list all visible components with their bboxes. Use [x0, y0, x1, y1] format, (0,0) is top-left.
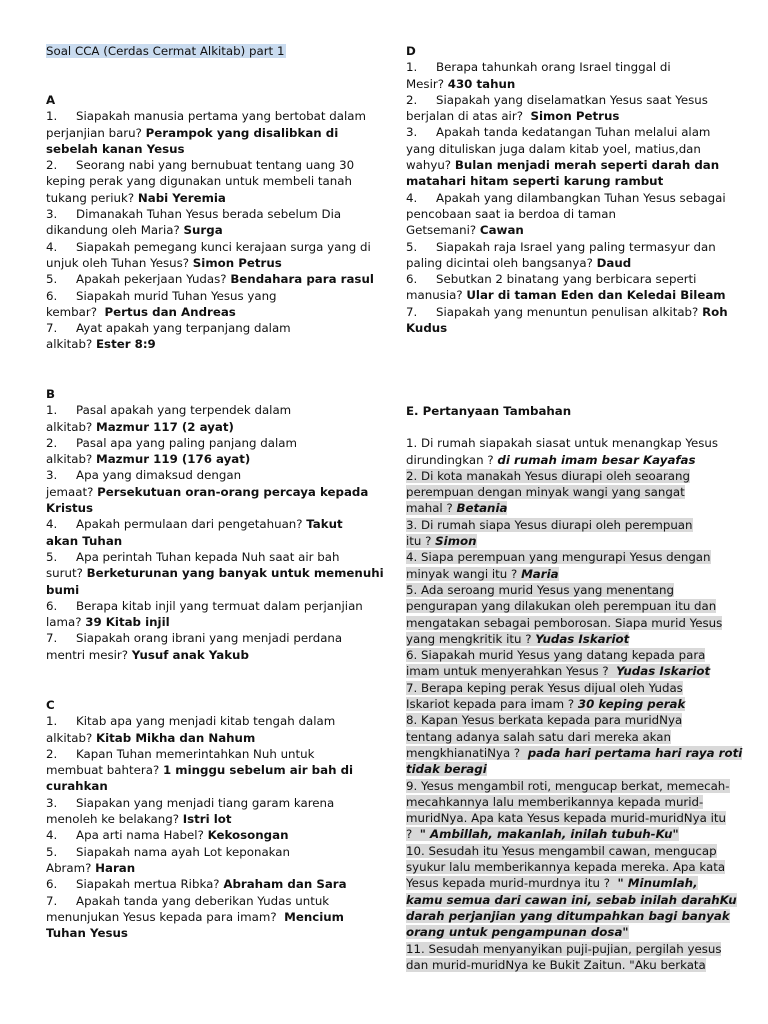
- qa-line: [46, 402, 364, 418]
- question-text: paling dicintai oleh bangsanya?: [406, 255, 597, 270]
- question-text: 7. Siapakah orang ibrani yang menjadi perdana: [46, 631, 343, 646]
- question-text: 1. Kitab apa yang menjadi kitab tengah dalam: [46, 714, 336, 729]
- question-text: 4. Apakah yang dilambangkan Tuhan Yesus sebagai: [406, 190, 726, 205]
- answer-text: Bendahara para rasul: [230, 272, 374, 287]
- qa-line: [46, 909, 364, 925]
- qa-line: [406, 549, 722, 565]
- qa-list: [46, 402, 384, 663]
- qa-line: [406, 892, 737, 908]
- answer-text: Berketurunan yang banyak untuk memenuhi: [86, 566, 384, 581]
- qa-line: [46, 598, 364, 614]
- question-text: dan murid-muridNya ke Bukit Zaitun. "Aku berkata: [406, 957, 706, 972]
- qa-line: [406, 255, 722, 271]
- answer-text: Betania: [456, 501, 508, 516]
- question-text: wahyu?: [406, 158, 455, 173]
- answer-text: di rumah imam besar Kayafas: [497, 452, 696, 467]
- question-text: jemaat?: [46, 484, 98, 499]
- qa-line: [46, 336, 364, 352]
- qa-line: [46, 827, 364, 843]
- question-text: Mesir?: [406, 76, 448, 91]
- qa-line: [406, 517, 722, 533]
- qa-line: [406, 76, 722, 92]
- qa-line: [46, 419, 364, 435]
- qa-line: [406, 598, 722, 614]
- qa-line: [46, 108, 364, 124]
- qa-line: [46, 713, 364, 729]
- question-text: itu ?: [406, 534, 436, 549]
- answer-text: Perampok yang disalibkan di: [145, 125, 339, 140]
- qa-line: [46, 222, 364, 238]
- answer-text: Kudus: [406, 321, 448, 336]
- question-text: 5. Siapakah nama ayah Lot keponakan: [46, 844, 291, 859]
- qa-line: [406, 843, 722, 859]
- question-text: 8. Kapan Yesus berkata kepada para muridNya: [406, 713, 683, 728]
- answer-text: " Minumlah,: [617, 876, 698, 891]
- qa-list: [46, 108, 374, 352]
- qa-line: [406, 794, 722, 810]
- answer-text: " Ambillah, makanlah, inilah tubuh-Ku": [419, 827, 679, 842]
- qa-line: [46, 304, 364, 320]
- qa-line: [406, 680, 722, 696]
- answer-text: Surga: [183, 223, 223, 238]
- question-text: mengkhianatiNya ?: [406, 745, 528, 760]
- question-text: 5. Siapakah raja Israel yang paling termasyur dan: [406, 239, 716, 254]
- question-text: 2. Di kota manakah Yesus diurapi oleh seoarang: [406, 468, 690, 483]
- question-text: mengatakan sebagai pemborosan. Siapa murid Yesus: [406, 615, 723, 630]
- question-text: 7. Siapakah yang menuntun penulisan alkitab?: [406, 304, 703, 319]
- qa-line: [406, 124, 722, 140]
- section-a: [46, 92, 374, 353]
- question-text: 4. Apakah permulaan dari pengetahuan?: [46, 517, 307, 532]
- answer-text: Abraham dan Sara: [223, 877, 347, 892]
- answer-text: Simon: [435, 534, 477, 549]
- qa-line: [406, 647, 722, 663]
- answer-text: Mencium: [284, 909, 344, 924]
- qa-line: [46, 614, 364, 630]
- qa-line: [406, 663, 722, 679]
- question-text: mahal ?: [406, 501, 457, 516]
- question-text: imam untuk menyerahkan Yesus ?: [406, 664, 617, 679]
- question-text: 3. Apa yang dimaksud dengan: [46, 468, 242, 483]
- qa-line: [46, 876, 364, 892]
- qa-line: [406, 810, 726, 826]
- answer-text: Mazmur 119 (176 ayat): [95, 452, 251, 467]
- question-text: keping perak yang digunakan untuk membeli tanah: [46, 174, 352, 189]
- qa-line: [46, 762, 364, 778]
- qa-line: [46, 925, 364, 941]
- qa-line: [46, 647, 364, 663]
- qa-line: [406, 320, 722, 336]
- answer-text: Istri lot: [182, 812, 232, 827]
- answer-text: Nabi Yeremia: [137, 190, 226, 205]
- question-text: alkitab?: [46, 337, 96, 352]
- qa-line: [406, 729, 722, 745]
- question-text: 1. Pasal apakah yang terpendek dalam: [46, 403, 292, 418]
- question-text: 10. Sesudah itu Yesus mengambil cawan, mengucap: [406, 843, 717, 858]
- answer-text: Daud: [596, 255, 632, 270]
- answer-text: 30 keping perak: [577, 697, 686, 712]
- question-text: 1. Berapa tahunkah orang Israel tinggal di: [406, 60, 671, 75]
- question-text: Abram?: [46, 860, 96, 875]
- question-text: lama?: [46, 615, 86, 630]
- question-text: 5. Apa perintah Tuhan kepada Nuh saat air bah: [46, 549, 340, 564]
- answer-text: Kristus: [46, 501, 94, 516]
- question-text: 1. Di rumah siapakah siasat untuk menangkap Yesus: [406, 436, 719, 451]
- qa-line: [46, 811, 364, 827]
- question-text: 9. Yesus mengambil roti, mengucap berkat, memecah-: [406, 778, 730, 793]
- answer-text: akan Tuhan: [46, 533, 123, 548]
- qa-line: [46, 795, 364, 811]
- qa-line: [406, 108, 722, 124]
- qa-line: [46, 190, 364, 206]
- qa-line: [46, 255, 364, 271]
- qa-line: [46, 565, 384, 581]
- question-text: pengurapan yang dilakukan oleh perempuan itu dan: [406, 599, 717, 614]
- question-text: 6. Siapakah murid Yesus yang datang kepada para: [406, 648, 706, 663]
- section-heading: B: [46, 387, 55, 401]
- answer-text: kamu semua dari cawan ini, sebab inilah darahKu: [406, 892, 737, 907]
- answer-text: pada hari pertama hari raya roti: [527, 745, 743, 760]
- answer-text: orang untuk pengampunan dosa": [406, 925, 629, 940]
- qa-line: [46, 206, 364, 222]
- question-text: surut?: [46, 566, 87, 581]
- qa-line: [406, 761, 722, 777]
- question-text: 11. Sesudah menyanyikan puji-pujian, pergilah yesus: [406, 941, 722, 956]
- question-text: unjuk oleh Tuhan Yesus?: [46, 255, 193, 270]
- question-text: alkitab?: [46, 419, 96, 434]
- answer-text: Tuhan Yesus: [46, 926, 128, 941]
- qa-line: [46, 288, 364, 304]
- qa-line: [406, 500, 722, 516]
- qa-line: [406, 712, 722, 728]
- answer-text: Simon Petrus: [530, 109, 620, 124]
- qa-line: [46, 730, 364, 746]
- question-text: 6. Berapa kitab injil yang termuat dalam perjanjian: [46, 598, 363, 613]
- answer-text: Ester 8:9: [95, 337, 156, 352]
- qa-line: [46, 125, 364, 141]
- section-e: [406, 403, 743, 973]
- qa-line: [406, 222, 722, 238]
- qa-line: [46, 533, 364, 549]
- qa-list: [406, 59, 728, 336]
- qa-line: [46, 893, 364, 909]
- section-d: [406, 43, 728, 336]
- qa-line: [46, 778, 364, 794]
- qa-line: [406, 452, 722, 468]
- qa-line: [406, 533, 722, 549]
- answer-text: Yusuf anak Yakub: [131, 647, 249, 662]
- qa-line: [46, 500, 364, 516]
- qa-line: [406, 239, 722, 255]
- qa-line: [406, 957, 722, 973]
- qa-list: [406, 435, 743, 973]
- qa-line: [406, 566, 722, 582]
- question-text: 4. Siapa perempuan yang mengurapi Yesus dengan: [406, 550, 711, 565]
- question-text: 3. Di rumah siapa Yesus diurapi oleh perempuan: [406, 517, 693, 532]
- qa-list: [46, 713, 364, 941]
- qa-line: [406, 304, 728, 320]
- question-text: berjalan di atas air?: [406, 109, 531, 124]
- question-text: tukang periuk?: [46, 190, 138, 205]
- question-text: 6. Sebutkan 2 binatang yang berbicara seperti: [406, 272, 697, 287]
- answer-text: darah perjanjian yang ditumpahkan bagi banyak: [406, 908, 730, 923]
- answer-text: curahkan: [46, 779, 108, 794]
- question-text: Getsemani?: [406, 223, 480, 238]
- qa-line: [406, 745, 743, 761]
- section-heading: E. Pertanyaan Tambahan: [406, 404, 572, 418]
- qa-line: [46, 239, 371, 255]
- question-text: 2. Pasal apa yang paling panjang dalam: [46, 435, 297, 450]
- question-text: mentri mesir?: [46, 647, 132, 662]
- question-text: menoleh ke belakang?: [46, 812, 183, 827]
- answer-text: Yudas Iskariot: [616, 664, 711, 679]
- answer-text: Yudas Iskariot: [535, 631, 630, 646]
- question-text: 6. Siapakah mertua Ribka?: [46, 877, 224, 892]
- question-text: perempuan dengan minyak wangi yang sangat: [406, 485, 685, 500]
- question-text: 4. Siapakah pemegang kunci kerajaan surga yang di: [46, 239, 371, 254]
- qa-line: [46, 467, 364, 483]
- answer-text: Takut: [306, 517, 343, 532]
- question-text: 2. Kapan Tuhan memerintahkan Nuh untuk: [46, 746, 315, 761]
- qa-line: [406, 941, 722, 957]
- section-heading: C: [46, 698, 55, 712]
- question-text: 1. Siapakah manusia pertama yang bertobat dalam: [46, 109, 366, 124]
- question-text: minyak wangi itu ?: [406, 566, 522, 581]
- qa-line: [46, 435, 364, 451]
- qa-line: [406, 59, 722, 75]
- qa-line: [406, 287, 726, 303]
- qa-line: [46, 451, 364, 467]
- question-text: 7. Berapa keping perak Yesus dijual oleh Yudas: [406, 680, 683, 695]
- answer-text: Roh: [702, 304, 728, 319]
- question-text: alkitab?: [46, 730, 96, 745]
- qa-line: [46, 746, 364, 762]
- question-text: Yesus kepada murid-murdnya itu ?: [406, 876, 618, 891]
- question-text: syukur lalu memberikannya kepada mereka. Apa kata: [406, 860, 726, 875]
- question-text: Iskariot kepada para imam ?: [406, 697, 578, 712]
- question-text: 2. Siapakah yang diselamatkan Yesus saat Yesus: [406, 92, 708, 107]
- answer-text: Kitab Mikha dan Nahum: [95, 730, 256, 745]
- qa-line: [406, 908, 730, 924]
- qa-line: [406, 484, 722, 500]
- qa-line: [406, 92, 722, 108]
- question-text: dikandung oleh Maria?: [46, 223, 184, 238]
- answer-text: Pertus dan Andreas: [104, 304, 236, 319]
- answer-text: matahari hitam seperti karung rambut: [406, 174, 664, 189]
- question-text: 5. Apakah pekerjaan Yudas?: [46, 272, 231, 287]
- qa-line: [406, 615, 722, 631]
- answer-text: Cawan: [479, 223, 524, 238]
- qa-line: [406, 859, 726, 875]
- qa-line: [406, 173, 722, 189]
- question-text: tentang adanya salah satu dari mereka akan: [406, 729, 672, 744]
- qa-line: [46, 271, 374, 287]
- question-text: menunjukan Yesus kepada para imam?: [46, 909, 285, 924]
- qa-line: [46, 484, 369, 500]
- qa-line: [46, 844, 364, 860]
- question-text: pencobaan saat ia berdoa di taman: [406, 206, 616, 221]
- qa-line: [46, 860, 364, 876]
- section-heading: A: [46, 93, 56, 107]
- document-title: Soal CCA (Cerdas Cermat Alkitab) part 1: [46, 44, 285, 58]
- answer-text: sebelah kanan Yesus: [46, 141, 185, 156]
- question-text: 7. Ayat apakah yang terpanjang dalam: [46, 321, 291, 336]
- question-text: 3. Siapakan yang menjadi tiang garam karena: [46, 795, 335, 810]
- answer-text: Mazmur 117 (2 ayat): [95, 419, 234, 434]
- qa-line: [406, 435, 722, 451]
- qa-line: [406, 875, 722, 891]
- qa-line: [46, 173, 364, 189]
- qa-line: [406, 582, 722, 598]
- document-title-line: [46, 43, 364, 59]
- qa-line: [406, 468, 722, 484]
- qa-line: [46, 141, 364, 157]
- qa-line: [46, 582, 364, 598]
- question-text: 3. Dimanakah Tuhan Yesus berada sebelum Dia: [46, 207, 342, 222]
- answer-text: Kekosongan: [207, 828, 289, 843]
- qa-line: [406, 924, 722, 940]
- question-text: manusia?: [406, 288, 467, 303]
- question-text: muridNya. Apa kata Yesus kepada murid-muridNya itu: [406, 811, 726, 826]
- answer-text: 430 tahun: [447, 76, 516, 91]
- section-b: [46, 386, 384, 663]
- answer-text: Ular di taman Eden dan Keledai Bileam: [466, 288, 726, 303]
- question-text: 6. Siapakah murid Tuhan Yesus yang: [46, 288, 277, 303]
- question-text: 3. Apakah tanda kedatangan Tuhan melalui alam: [406, 125, 711, 140]
- qa-line: [406, 631, 722, 647]
- question-text: mecahkannya lalu memberikannya kepada murid-: [406, 794, 704, 809]
- question-text: ?: [406, 827, 420, 842]
- answer-text: bumi: [46, 582, 80, 597]
- qa-line: [46, 157, 364, 173]
- answer-text: tidak beragi: [406, 762, 487, 777]
- qa-line: [406, 778, 730, 794]
- qa-line: [46, 516, 364, 532]
- qa-line: [406, 157, 722, 173]
- section-c: [46, 697, 364, 941]
- question-text: perjanjian baru?: [46, 125, 146, 140]
- answer-text: Maria: [521, 566, 559, 581]
- qa-line: [406, 206, 722, 222]
- question-text: dirundingkan ?: [406, 452, 498, 467]
- answer-text: Bulan menjadi merah seperti darah dan: [454, 158, 720, 173]
- qa-line: [406, 141, 722, 157]
- qa-line: [406, 271, 722, 287]
- question-text: 5. Ada seroang murid Yesus yang menentang: [406, 582, 674, 597]
- answer-text: 1 minggu sebelum air bah di: [162, 763, 354, 778]
- question-text: alkitab?: [46, 452, 96, 467]
- question-text: membuat bahtera?: [46, 763, 163, 778]
- qa-line: [406, 696, 722, 712]
- question-text: 4. Apa arti nama Habel?: [46, 828, 208, 843]
- qa-line: [46, 630, 364, 646]
- answer-text: Simon Petrus: [192, 255, 282, 270]
- question-text: yang mengkritik itu ?: [406, 631, 536, 646]
- question-text: yang dituliskan juga dalam kitab yoel, matius,dan: [406, 141, 701, 156]
- qa-line: [46, 549, 364, 565]
- qa-line: [406, 826, 722, 842]
- answer-text: 39 Kitab injil: [85, 615, 170, 630]
- question-text: 2. Seorang nabi yang bernubuat tentang uang 30: [46, 158, 355, 173]
- question-text: kembar?: [46, 304, 105, 319]
- answer-text: Persekutuan oran-orang percaya kepada: [97, 484, 369, 499]
- question-text: 7. Apakah tanda yang deberikan Yudas untuk: [46, 893, 330, 908]
- qa-line: [46, 320, 364, 336]
- section-heading: D: [406, 44, 416, 58]
- answer-text: Haran: [95, 860, 136, 875]
- qa-line: [406, 190, 726, 206]
